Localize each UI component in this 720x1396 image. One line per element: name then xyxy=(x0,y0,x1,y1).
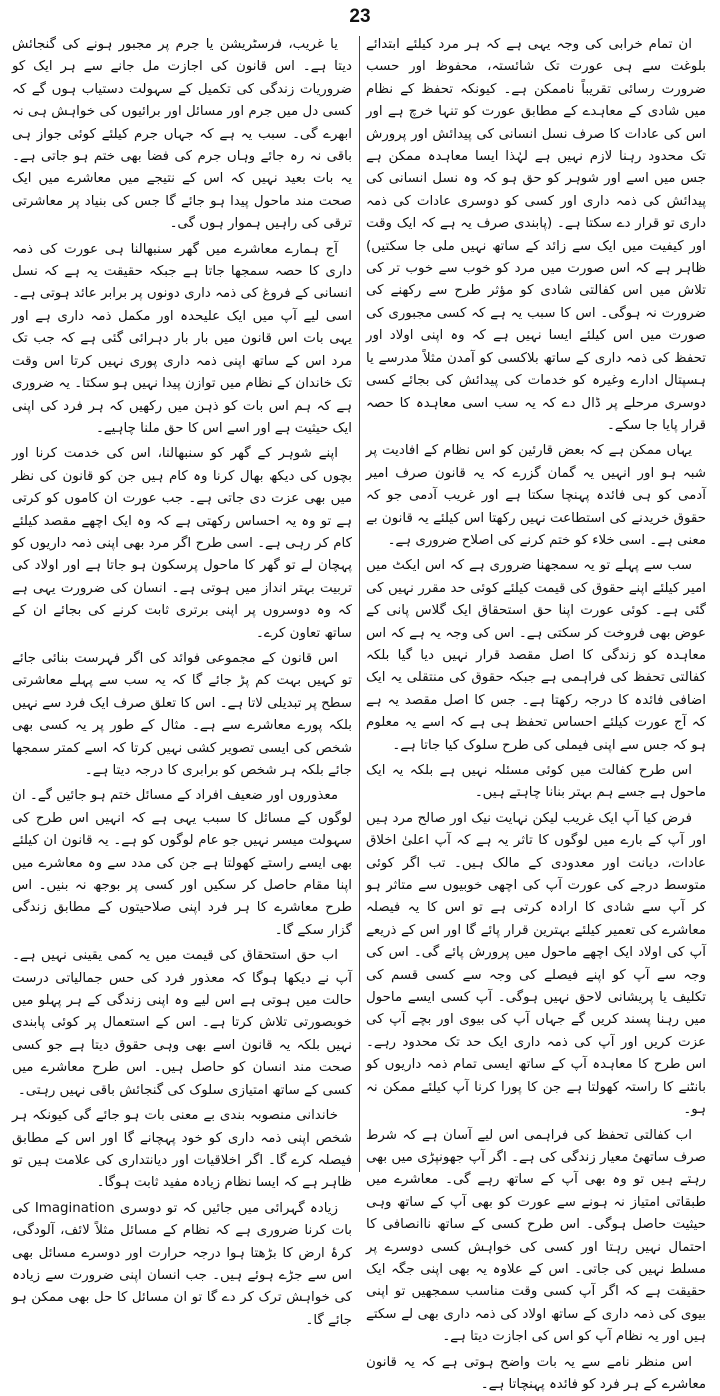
paragraph: یہاں ممکن ہے کہ بعض قارئین کو اس نظام کے افادیت پر شبہ ہو اور انہیں یہ گمان گزرے کہ یہ قانون صرف امیر آدمی کو ہی فائدہ پہنچا سکتا ہے اور غریب آدمی جو کہ حقوق خریدنے کی استطاعت نہیں رکھتا اس کیلئے یہ قانون بے معنی ہے۔ اسی خلاء کو ختم کرنے کی اصلاح ضروری ہے۔ xyxy=(366,443,706,548)
paragraph: اس منظر نامے سے یہ بات واضح ہوتی ہے کہ یہ قانون معاشرے کے ہر فرد کو فائدہ پہنچاتا ہے۔ xyxy=(366,1354,706,1392)
paragraph: سب سے پہلے تو یہ سمجھنا ضروری ہے کہ اس ایکٹ میں امیر کیلئے اپنے حقوق کی قیمت کیلئے کوئی حد مقرر نہیں کی گئی ہے۔ کوئی عورت اپنا حق استحقاق ایک گلاس پانی کے عوض بھی فروخت کر سکتی ہے۔ اس کی وجہ یہ ہے کہ اس معاہدہ کو زندگی کا اصل مقصد قرار نہیں دیا گیا بلکہ کفالتی تحفظ کی فراہمی ہے جبکہ حقوق کی منتقلی یہ ایک اضافی فائدہ کا درجہ رکھتا ہے۔ جس کا اصل مقصد یہ ہے کہ آج عورت کیلئے احساس تحفظ ہی ہے کہ اسے یہ معلوم ہو کہ جس سے اپنی فیملی کی طرح سلوک کیا جاتا ہے۔ xyxy=(366,558,706,753)
paragraph: فرض کیا آپ ایک غریب لیکن نہایت نیک اور صالح مرد ہیں اور آپ کے بارے میں لوگوں کا تاثر یہ ہے کہ آپ اعلیٰ اخلاق عادات، دیانت اور معدودی کے مالک ہیں۔ تب اگر کوئی متوسط درجے کی عورت آپ کی اچھی خوبیوں سے متاثر ہو کر آپ سے شادی کا ارادہ کرتی ہے تو اس کا یہ فیصلہ معاشرے کی تعمیر کیلئے بہترین قرار پائے گا اور اس کے ذریعے آپ کی اولاد ایک اچھے ماحول میں پرورش پائے گی۔ اس کی وجہ سے آپ کو اپنے فیصلے کی وجہ سے کسی قسم کی تکلیف یا پریشانی لاحق نہیں ہوگی۔ آپ کسی ایسے ماحول میں رہنا پسند کریں گے جہاں آپ کی بیوی اور بچے آپ کی عزت کریں اور آپ کی ذمہ داری ایک حد تک محدود رہے۔ اس طرح کا معاہدہ آپ کے ساتھ ایسی تمام ذمہ داریوں کو بانٹنے کا راستہ کھولتا ہے جن کا پورا کرنا آپ کیلئے ممکن نہ ہو۔ xyxy=(366,810,706,1118)
paragraph: اب حق استحقاق کی قیمت میں یہ کمی یقینی نہیں ہے۔ آپ نے دیکھا ہوگا کہ معذور فرد کی حس جمالیاتی درست حالت میں ہوتی ہے اس لیے وہ اپنی زندگی کے ہر پہلو میں خوبصورتی تلاش کرتا ہے۔ اس کے استعمال پر کوئی پابندی نہیں بلکہ یہ قانون اسے بھی وہی حقوق دیتا ہے جو کسی صحت مند انسان کو حاصل ہیں۔ اس طرح معاشرے میں کسی کے ساتھ امتیازی سلوک کی گنجائش باقی نہیں رہتی۔ xyxy=(12,948,352,1098)
paragraph: یا غریب، فرسٹریشن یا جرم پر مجبور ہونے کی گنجائش دیتا ہے۔ اس قانون کی اجازت مل جانے سے ہر ایک کو ضروریات زندگی کی تکمیل کے سہولت دستیاب ہوں گے کہ کسی دل میں جرم اور مسائل اور برائیوں کی خواہش ہی نہ ابھرے گی۔ سبب یہ ہے کہ جہاں جرم کیلئے کوئی جواز ہی باقی نہ رہ جائے وہاں جرم کی فضا بھی ختم ہو جاتی ہے۔ یہ بات بعید نہیں کہ اس کے نتیجے میں معاشرے میں ایک صحت مند ماحول پیدا ہو جائے گا جس کی بنیاد پر معاشرتی ترقی کی راہیں ہموار ہوں گی۔ xyxy=(12,37,352,232)
paragraph: ان تمام خرابی کی وجہ یہی ہے کہ ہر مرد کیلئے ابتدائے بلوغت سے ہی عورت تک شائستہ، محفوظ اور حسب ضرورت رسائی تقریباً ناممکن ہے۔ کیونکہ تحفظ کے نظام میں شادی کے معاہدے کے مطابق عورت کو تنہا خرچ ہے اور اس کی عادات کا صرف نسل انسانی کی پیدائش اور پرورش تک محدود رہنا لازم نہیں ہے لہٰذا ایسا معاہدہ ممکن ہے جس میں اسے اور شوہر کو حق ہو کہ وہ نسل انسانی کی پیدائش کی ذمہ داری اور کسی کو دوسری عادات کی ذمہ داری تو قرار دے سکتا ہے۔ (پابندی صرف یہ ہے کہ ایک وقت اور کیفیت میں ایک سے زائد کے ساتھ نہیں ملی جا سکتیں) ظاہر ہے کہ اس صورت میں مرد کو خوب سے خوب تر کی تلاش میں اس کفالتی شادی کو مؤثر طرح سے رکھنے کی ضرورت نہ ہوگی۔ اس کا سبب یہ ہے کہ کسی مجبوری کی صورت میں اس کیلئے ایسا نہیں ہے کہ وہ اپنی اولاد اور تحفظ کی ذمہ داری کے ساتھ بلاکسی کو آمدن مثلاً مدرسے یا ہسپتال ادارے وغیرہ کو خدمات کی پیدائش کی بجائے کسی دوسری مرحلے پر ڈال دے کہ یہ سب اسی معاہدہ کا حصہ قرار پایا جا سکے۔ xyxy=(366,37,706,433)
paragraph: اپنے شوہر کے گھر کو سنبھالنا، اس کی خدمت کرنا اور بچوں کی دیکھ بھال کرنا وہ کام ہیں جن کو قانون کی نظر میں بھی عزت دی جاتی ہے۔ جب عورت ان کاموں کو کرتی ہے تو وہ یہ احساس رکھتی ہے کہ وہ ایک اچھے مقصد کیلئے کام کر رہی ہے۔ اسی طرح اگر مرد بھی اپنی ذمہ داریوں کو پہچان لے تو گھر کا ماحول پرسکون ہو جاتا ہے اور اولاد کی تربیت بہتر انداز میں ہوتی ہے۔ انسان کی ضرورت یہی ہے کہ وہ دوسروں پر اپنی برتری ثابت کرنے کی بجائے ان کے ساتھ تعاون کرے۔ xyxy=(12,446,352,641)
paragraph: زیادہ گہرائی میں جائیں کہ تو دوسری Imagination کی بات کرنا ضروری ہے کہ نظام کے مسائل مثلاً لائف، آلودگی، کرۂ ارض کا بڑھتا ہوا درجہ حرارت اور دوسرے مسائل بھی اس سے جڑے ہوئے ہیں۔ جب انسان اپنی ضرورت سے زیادہ کی خواہش ترک کر دے گا تو ان مسائل کا حل بھی ممکن ہو جائے گا۔ xyxy=(12,1200,352,1328)
paragraph: خاندانی منصوبہ بندی بے معنی بات ہو جائے گی کیونکہ ہر شخص اپنی ذمہ داری کو خود پہچانے گا اور اس کے مطابق فیصلہ کرے گا۔ اگر اخلاقیات اور دیانتداری کی علامت ہیں تو ظاہر ہے کہ ایسا نظام زیادہ مفید ثابت ہوگا۔ xyxy=(12,1108,352,1191)
paragraph: اس طرح کفالت میں کوئی مسئلہ نہیں ہے بلکہ یہ ایک ماحول ہے جسے ہم بہتر بنانا چاہتے ہیں۔ xyxy=(366,763,706,801)
left-column xyxy=(12,34,352,1328)
right-column xyxy=(366,34,706,1392)
column-divider xyxy=(359,36,360,1172)
paragraph: آج ہمارے معاشرے میں گھر سنبھالنا ہی عورت کی ذمہ داری کا حصہ سمجھا جاتا ہے جبکہ حقیقت یہ ہے کہ نسل انسانی کے فروغ کی ذمہ داری دونوں پر برابر عائد ہوتی ہے۔ اسی لیے آپ میں ایک علیحدہ اور مکمل ذمہ داری ہے اور یہی بات اس قانون میں بار بار دہرائی گئی ہے کہ جب تک مرد اس کے ساتھ اپنی ذمہ داری پوری نہیں کرتا اس وقت تک خاندان کے نظام میں توازن پیدا نہیں ہو سکتا۔ یہ ضروری ہے کہ ہم اس بات کو ذہن میں رکھیں کہ ہر فرد کی اپنی ایک حیثیت ہے اور اسے اس کا حق ملنا چاہیے۔ xyxy=(12,241,352,436)
paragraph: اب کفالتی تحفظ کی فراہمی اس لیے آسان ہے کہ شرط صرف ساتھیٔ معیار زندگی کی ہے۔ اگر آپ جھونپڑی میں بھی رہتے ہیں تو وہ بھی آپ کے ساتھ رہے گی۔ معاشرے میں طبقاتی امتیاز نہ ہونے سے عورت کو بھی آپ کے ساتھ وہی حیثیت حاصل ہوگی۔ اس طرح کسی کے ساتھ ناانصافی کا احتمال نہیں رہتا اور کسی کی خواہش کسی دوسرے پر مسلط نہیں کی جاتی۔ اس کے علاوہ یہ بھی اپنی جگہ ایک حقیقت ہے کہ اگر آپ کسی وقت مناسب سمجھیں تو اپنی بیوی کی ذمہ داری کے ساتھ اولاد کی ذمہ داری بھی لے سکتے ہیں اور یہ نظام آپ کو اس کی اجازت دیتا ہے۔ xyxy=(366,1127,706,1345)
page-number: 23 xyxy=(349,6,371,27)
paragraph: معذوروں اور ضعیف افراد کے مسائل ختم ہو جائیں گے۔ ان لوگوں کے مسائل کا سبب یہی ہے کہ انہیں اس طرح کی سہولت میسر نہیں جو عام لوگوں کو ہے۔ یہ قانون ان کیلئے بھی ایسے راستے کھولتا ہے جن کی مدد سے وہ معاشرے میں اپنا مقام حاصل کر سکیں اور کسی پر بوجھ نہ بنیں۔ اس طرح معاشرے کا ہر فرد اپنی صلاحیتوں کے مطابق زندگی گزار سکے گا۔ xyxy=(12,788,352,938)
paragraph: اس قانون کے مجموعی فوائد کی اگر فہرست بنائی جائے تو کہیں بہت کم پڑ جائے گا کہ یہ سب سے پہلے معاشرتی سطح پر تبدیلی لاتا ہے۔ اس کا تعلق صرف ایک فرد سے نہیں بلکہ پورے معاشرے سے ہے۔ مثال کے طور پر یہ کسی بھی شخص کی ایسی تصویر کشی نہیں کرتا کہ اسے کمتر سمجھا جائے بلکہ ہر شخص کو برابری کا درجہ دیتا ہے۔ xyxy=(12,650,352,778)
